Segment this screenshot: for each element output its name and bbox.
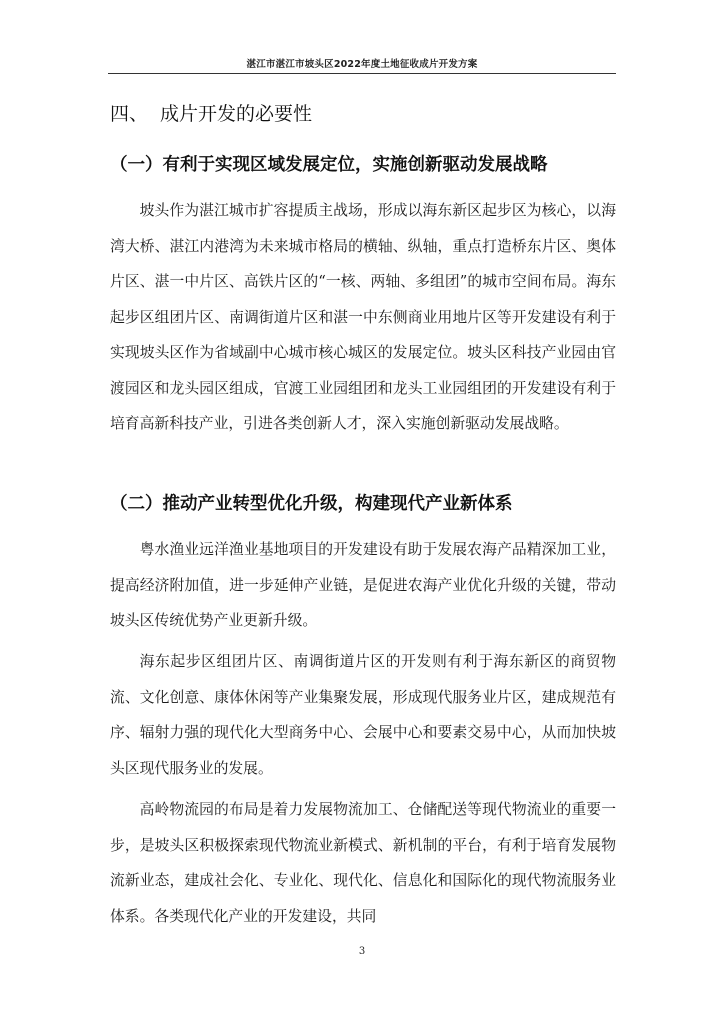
section-number: 四、 bbox=[110, 103, 149, 125]
paragraph: 粤水渔业远洋渔业基地项目的开发建设有助于发展农海产品精深加工业，提高经济附加值，进一步延伸产业链，是促进农海产业优化升级的关键，带动坡头区传统优势产业更新升级。 bbox=[110, 541, 616, 629]
section-heading bbox=[110, 99, 312, 126]
running-header: 湛江市湛江市坡头区2022年度土地征收成片开发方案 bbox=[246, 59, 478, 70]
header-divider bbox=[108, 73, 616, 74]
paragraph: 海东起步区组团片区、南调街道片区的开发则有利于海东新区的商贸物流、文化创意、康体休闲等产业集聚发展，形成现代服务业片区，建成规范有序、辐射力强的现代化大型商务中心、会展中心和要素交易中心，从而加快坡头区现代服务业的发展。 bbox=[110, 653, 616, 777]
subsection-heading-1: （一）有利于实现区域发展定位，实施创新驱动发展战略 bbox=[110, 155, 548, 175]
paragraph: 坡头作为湛江城市扩容提质主战场，形成以海东新区起步区为核心，以海湾大桥、湛江内港湾为未来城市格局的横轴、纵轴，重点打造桥东片区、奥体片区、湛一中片区、高铁片区的“一核、两轴、多组团”的城市空间布局。海东起步区组团片区、南调街道片区和湛一中东侧商业用地片区等开发建设有利于实现坡头区作为省域副中心城市核心城区的发展定位。坡头区科技产业园由官渡园区和龙头园区组成，官渡工业园组团和龙头工业园组团的开发建设有利于培育高新科技产业，引进各类创新人才，深入实施创新驱动发展战略。 bbox=[110, 202, 616, 432]
paragraph: 高岭物流园的布局是着力发展物流加工、仓储配送等现代物流业的重要一步，是坡头区积极探索现代物流业新模式、新机制的平台，有利于培育发展物流新业态，建成社会化、专业化、现代化、信息化和国际化的现代物流服务业体系。各类现代化产业的开发建设，共同 bbox=[110, 801, 616, 925]
section-title: 成片开发的必要性 bbox=[160, 103, 313, 125]
subsection-heading-2: （二）推动产业转型优化升级，构建现代产业新体系 bbox=[110, 494, 513, 514]
page-number: 3 bbox=[358, 946, 366, 957]
